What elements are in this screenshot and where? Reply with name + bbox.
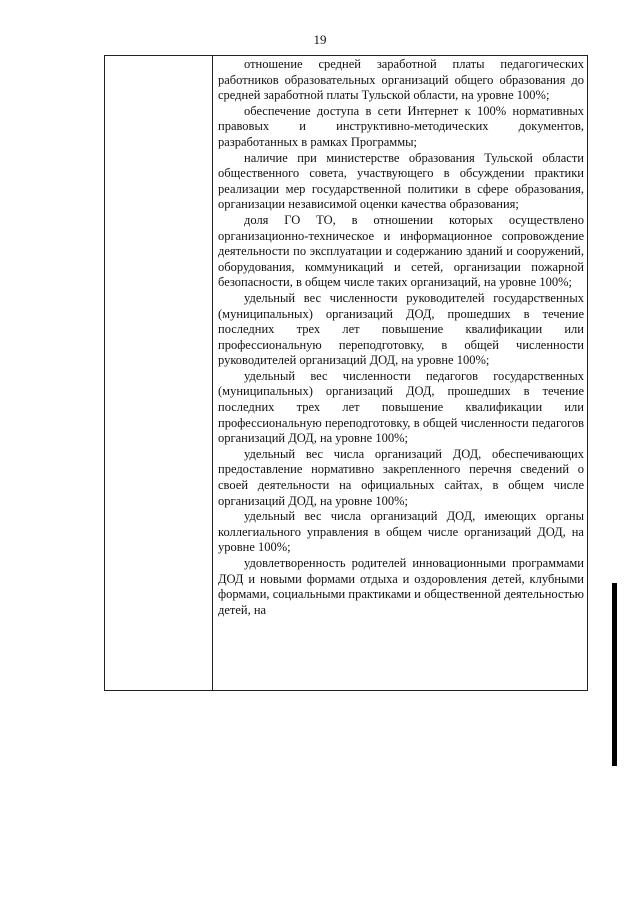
page-number: 19 xyxy=(313,32,327,47)
indicator-paragraph: отношение средней заработной платы педагогических работников образовательных организаций общего образования до средней заработной платы Тульской области, на уровне 100%; xyxy=(218,57,584,103)
scan-edge-bar xyxy=(612,583,617,766)
indicator-paragraph: обеспечение доступа в сети Интернет к 100% нормативных правовых и инструктивно-методических документов, разработанных в рамках Программы; xyxy=(218,103,584,149)
indicator-paragraph: удельный вес численности руководителей государственных (муниципальных) организаций ДОД, прошедших в течение последних трех лет повышение квалификации или профессиональную переподготовку, в общей численности руководителей организаций ДОД, на уровне 100%; xyxy=(218,290,584,368)
table-left-cell xyxy=(105,56,213,690)
table-right-cell xyxy=(213,56,587,690)
indicator-paragraph: удельный вес численности педагогов государственных (муниципальных) организаций ДОД, прошедших в течение последних трех лет повышение квалификации или профессиональную переподготовку, в общей численности педагогов организаций ДОД, на уровне 100%; xyxy=(218,368,584,446)
indicator-paragraph: удельный вес числа организаций ДОД, имеющих органы коллегиального управления в общем числе организаций ДОД, на уровне 100%; xyxy=(218,509,584,555)
indicator-paragraph: удельный вес числа организаций ДОД, обеспечивающих предоставление нормативно закрепленного перечня сведений о своей деятельности на официальных сайтах, в общем числе организаций ДОД, на уровне 100%; xyxy=(218,446,584,508)
document-table xyxy=(104,55,588,691)
indicator-paragraph: наличие при министерстве образования Тульской области общественного совета, участвующего в обсуждении практики реализации мер государственной политики в сфере образования, организации независимой оценки качества образования; xyxy=(218,150,584,212)
indicator-paragraph: удовлетворенность родителей инновационными программами ДОД и новыми формами отдыха и оздоровления детей, клубными формами, социальными практиками и общественной деятельностью детей, на xyxy=(218,556,584,617)
indicator-paragraph: доля ГО ТО, в отношении которых осуществлено организационно-техническое и информационное сопровождение деятельности по эксплуатации и содержанию зданий и сооружений, оборудования, коммуникаций и сетей, организации пожарной безопасности, в общем числе таких организаций, на уровне 100%; xyxy=(218,212,584,290)
